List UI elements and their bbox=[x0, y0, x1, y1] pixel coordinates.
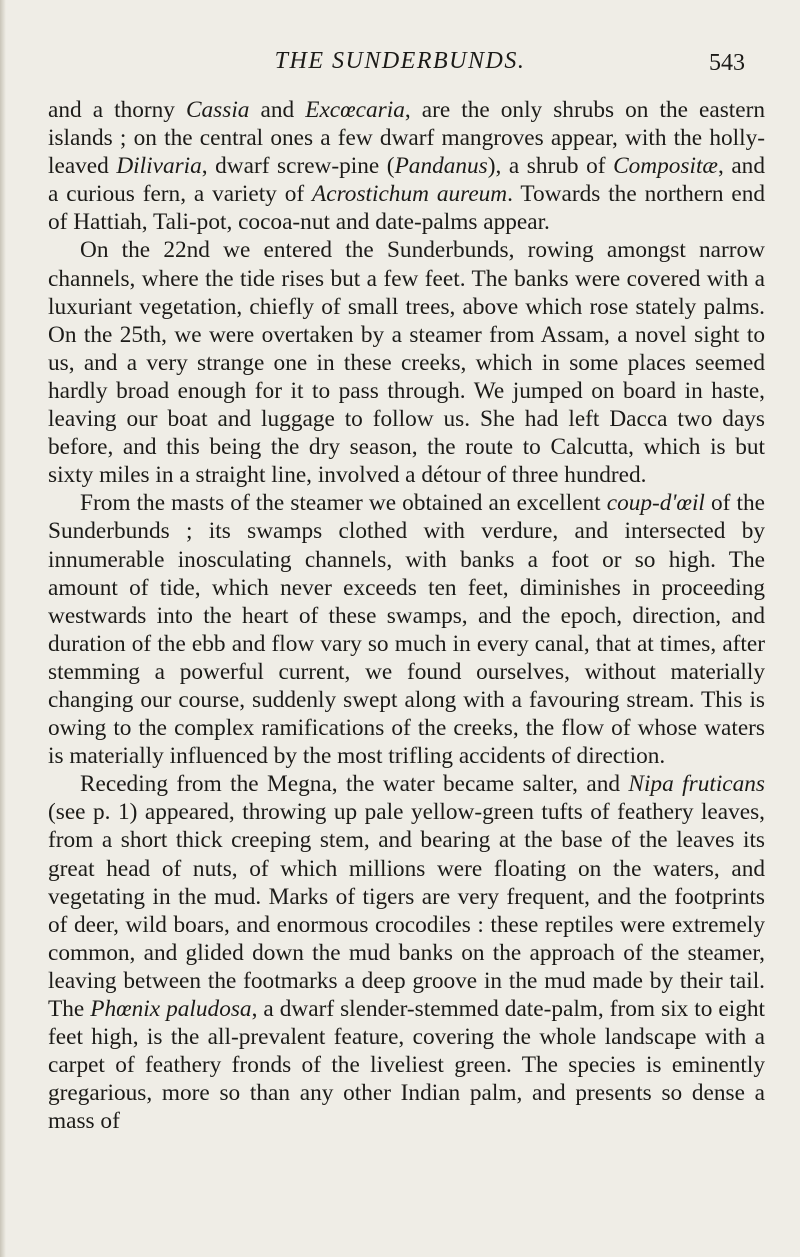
text-run: On the 22nd we entered the Sunderbunds, rowing amongst narrow channels, where the tide rises but a few feet. The banks were covered with a luxuriant vegetation, chiefly of small trees, above which rose stately palms. On the 25th, we were overtaken by a steamer from Assam, a novel sight to us, and a very strange one in these creeks, which in some places seemed hardly broad enough for it to pass through. We jumped on board in haste, leaving our boat and luggage to follow us. She had left Dacca two days before, and this being the dry season, the route to Calcutta, which is but sixty miles in a straight line, involved a détour of three hundred. bbox=[48, 237, 765, 489]
italic-term: Cassia bbox=[186, 97, 250, 123]
page-header bbox=[0, 40, 800, 80]
text-run: and a thorny bbox=[48, 97, 186, 123]
text-run: (see p. 1) appeared, throwing up pale yellow-green tufts of feathery leaves, from a short thick creeping stem, and bearing at the base of the leaves its great head of nuts, of which millions were floating on the waters, and vegetating in the mud. Marks of tigers are very frequent, and the footprints of deer, wild boars, and enormous crocodiles : these reptiles were extremely common, and glided down the mud banks on the approach of the steamer, leaving between the footmarks a deep groove in the mud made by their tail. The bbox=[48, 799, 765, 1022]
text-run: , are the only shrubs on the eastern islands ; on the central ones a few dwarf mangroves appear, with the holly-leaved bbox=[48, 97, 765, 180]
text-run: , and a curious fern, a variety of bbox=[48, 153, 765, 208]
paragraph bbox=[48, 489, 765, 770]
italic-term: coup-d'œil bbox=[606, 490, 705, 517]
running-title: THE SUNDERBUNDS. bbox=[274, 48, 526, 74]
italic-term: Dilivaria bbox=[116, 153, 202, 180]
text-run: Receding from the Megna, the water became salter, and bbox=[80, 771, 629, 798]
paragraph bbox=[48, 770, 765, 1135]
text-run: , a dwarf slender-stemmed date-palm, from six to eight feet high, is the all-prevalent feature, covering the whole landscape with a carpet of feathery fronds of the liveliest green. The species is eminently gregarious, more so than any other Indian palm, and presents so dense a mass of bbox=[48, 996, 765, 1135]
text-run: From the masts of the steamer we obtained an excellent bbox=[80, 490, 607, 517]
italic-term: Excœcaria bbox=[305, 97, 405, 123]
italic-term: Acrostichum aureum bbox=[312, 181, 508, 208]
paragraph bbox=[48, 236, 765, 489]
text-run: and bbox=[249, 97, 306, 123]
body-text bbox=[48, 96, 765, 1135]
text-run: . Towards the northern end of Hattiah, Tali-pot, cocoa-nut and date-palms appear. bbox=[48, 181, 766, 236]
page-edge bbox=[0, 0, 6, 1257]
text-run: ), a shrub of bbox=[487, 153, 614, 180]
text-run: , dwarf screw-pine ( bbox=[201, 153, 395, 180]
italic-term: Pandanus bbox=[394, 153, 488, 180]
paragraph bbox=[48, 96, 765, 236]
text-run: of the Sunderbunds ; its swamps clothed with verdure, and intersected by innumerable inosculating channels, with banks a foot or so high. The amount of tide, which never exceeds ten feet, diminishes in proceeding westwards into the heart of these swamps, and the epoch, direction, and duration of the ebb and flow vary so much in every canal, that at times, after stemming a powerful current, we found ourselves, without materially changing our course, suddenly swept along with a favouring stream. This is owing to the complex ramifications of the creeks, the flow of whose waters is materially influenced by the most trifling accidents of direction. bbox=[48, 490, 765, 770]
italic-term: Nipa fruticans bbox=[628, 771, 765, 798]
page-number: 543 bbox=[709, 50, 745, 76]
italic-term: Compositæ bbox=[613, 153, 718, 180]
italic-term: Phœnix paludosa bbox=[90, 996, 252, 1022]
